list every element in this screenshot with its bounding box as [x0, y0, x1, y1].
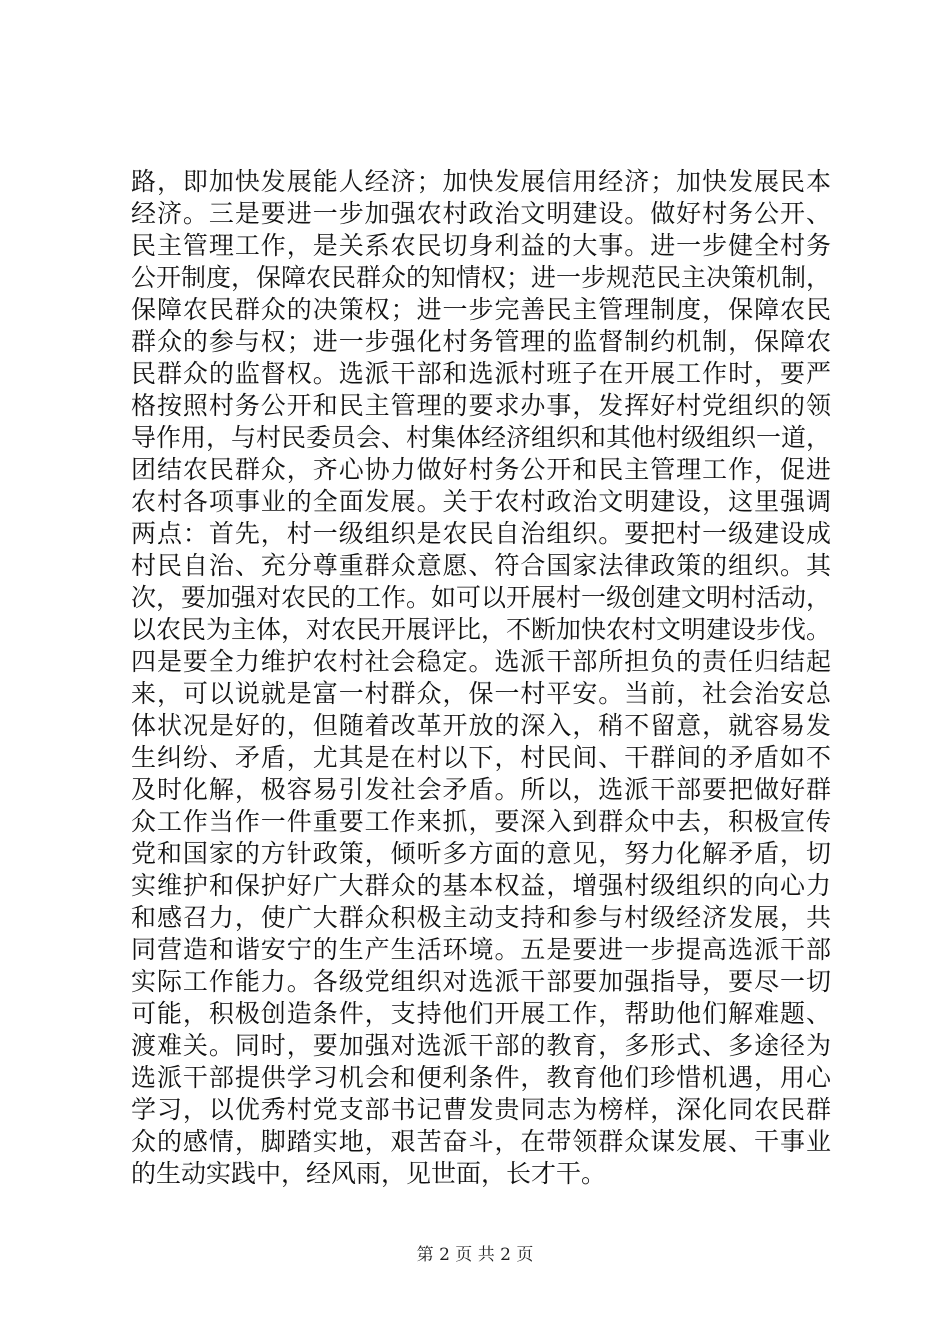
- text-line: 经济。三是要进一步加强农村政治文明建设。做好村务公开、: [131, 199, 831, 228]
- text-line: 次，要加强对农民的工作。如可以开展村一级创建文明村活动，: [131, 583, 832, 612]
- page-footer: 第 2 页 共 2 页: [416, 1245, 534, 1265]
- text-line: 农村各项事业的全面发展。关于农村政治文明建设，这里强调: [131, 487, 831, 516]
- text-line: 保障农民群众的决策权；进一步完善民主管理制度，保障农民: [131, 295, 831, 324]
- text-line: 公开制度，保障农民群众的知情权；进一步规范民主决策机制，: [131, 263, 832, 292]
- text-line: 同营造和谐安宁的生产生活环境。五是要进一步提高选派干部: [131, 935, 831, 964]
- text-line: 党和国家的方针政策，倾听多方面的意见，努力化解矛盾，切: [131, 839, 831, 868]
- text-line: 格按照村务公开和民主管理的要求办事，发挥好村党组织的领: [131, 391, 831, 420]
- text-line: 众的感情，脚踏实地，艰苦奋斗，在带领群众谋发展、干事业: [131, 1127, 831, 1156]
- text-line: 民主管理工作，是关系农民切身利益的大事。进一步健全村务: [131, 231, 831, 260]
- text-line: 实维护和保护好广大群众的基本权益，增强村级组织的向心力: [131, 871, 831, 900]
- body-paragraph: [131, 166, 831, 1190]
- text-line: 群众的参与权；进一步强化村务管理的监督制约机制，保障农: [131, 327, 831, 356]
- text-line: 两点：首先，村一级组织是农民自治组织。要把村一级建设成: [131, 519, 831, 548]
- text-line: 团结农民群众，齐心协力做好村务公开和民主管理工作，促进: [131, 455, 831, 484]
- text-line: 实际工作能力。各级党组织对选派干部要加强指导，要尽一切: [131, 967, 831, 996]
- text-line: 可能，积极创造条件，支持他们开展工作，帮助他们解难题、: [131, 999, 831, 1028]
- text-line-last: 的生动实践中，经风雨，见世面，长才干。: [131, 1159, 607, 1188]
- text-line: 来，可以说就是富一村群众，保一村平安。当前，社会治安总: [131, 679, 831, 708]
- text-line: 生纠纷、矛盾，尤其是在村以下，村民间、干群间的矛盾如不: [131, 743, 831, 772]
- text-line: 及时化解，极容易引发社会矛盾。所以，选派干部要把做好群: [131, 775, 831, 804]
- text-line: 导作用，与村民委员会、村集体经济组织和其他村级组织一道，: [131, 423, 832, 452]
- text-line: 村民自治、充分尊重群众意愿、符合国家法律政策的组织。其: [131, 551, 831, 580]
- text-line: 民群众的监督权。选派干部和选派村班子在开展工作时，要严: [131, 359, 831, 388]
- text-line: 以农民为主体，对农民开展评比，不断加快农村文明建设步伐。: [131, 615, 832, 644]
- text-line: 选派干部提供学习机会和便利条件，教育他们珍惜机遇，用心: [131, 1063, 831, 1092]
- text-line: 和感召力，使广大群众积极主动支持和参与村级经济发展，共: [131, 903, 831, 932]
- text-line: 路，即加快发展能人经济；加快发展信用经济；加快发展民本: [131, 167, 831, 196]
- text-line: 四是要全力维护农村社会稳定。选派干部所担负的责任归结起: [131, 647, 831, 676]
- text-line: 体状况是好的，但随着改革开放的深入，稍不留意，就容易发: [131, 711, 831, 740]
- text-line: 渡难关。同时，要加强对选派干部的教育，多形式、多途径为: [131, 1031, 831, 1060]
- text-line: 学习，以优秀村党支部书记曹发贵同志为榜样，深化同农民群: [131, 1095, 831, 1124]
- text-line: 众工作当作一件重要工作来抓，要深入到群众中去，积极宣传: [131, 807, 831, 836]
